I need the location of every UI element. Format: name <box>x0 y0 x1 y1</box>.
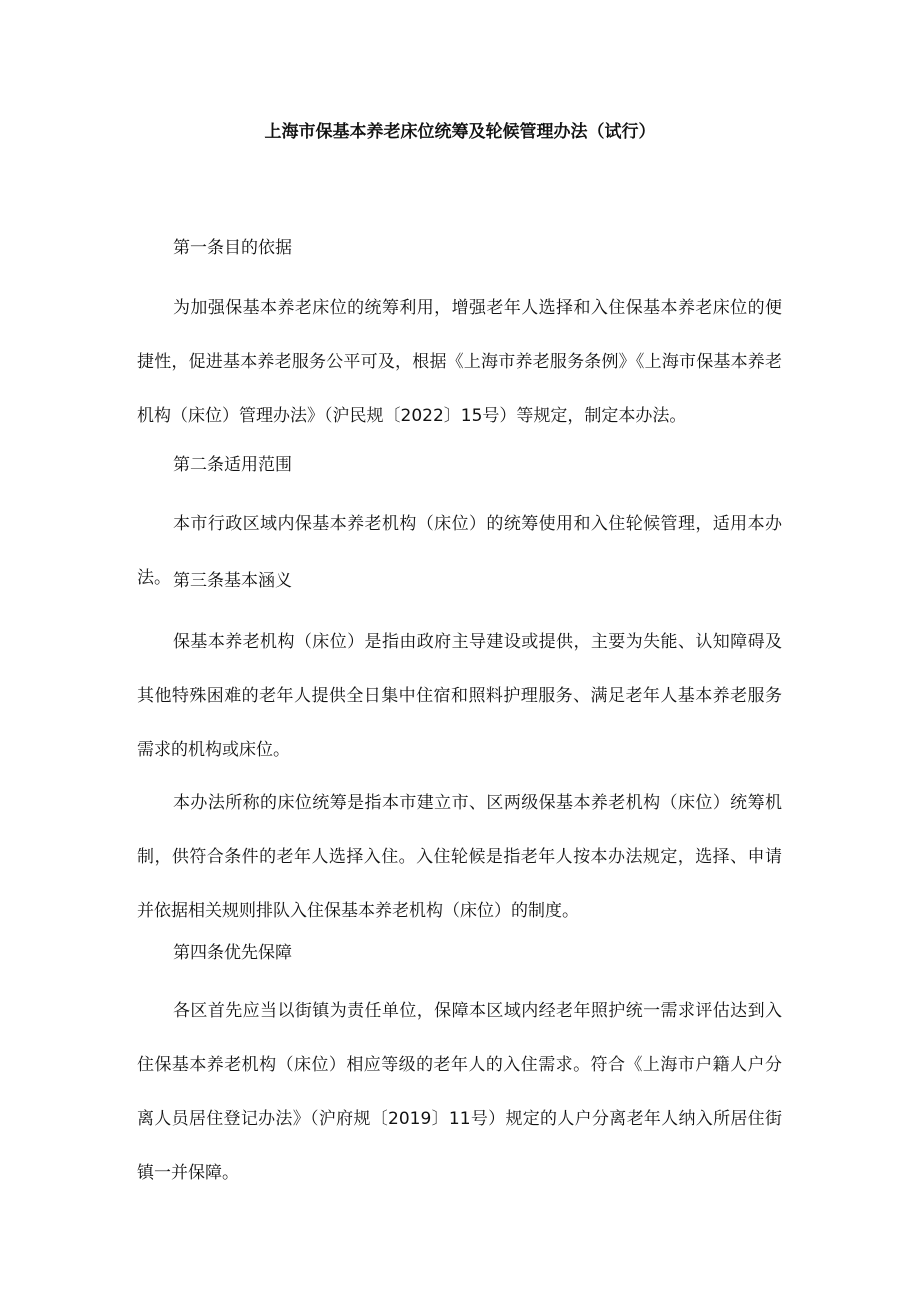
article-3-paragraph-2: 本办法所称的床位统筹是指本市建立市、区两级保基本养老机构（床位）统筹机制，供符合条件的老年人选择入住。入住轮候是指老年人按本办法规定，选择、申请并依据相关规则排队入住保基本养老机构（床位）的制度。 <box>137 793 782 921</box>
article-3-heading: 第三条基本涵义 <box>173 571 292 591</box>
article-2-paragraph-1: 本市行政区域内保基本养老机构（床位）的统筹使用和入住轮候管理，适用本办法。 <box>137 514 782 588</box>
article-3-paragraph-1: 保基本养老机构（床位）是指由政府主导建设或提供，主要为失能、认知障碍及其他特殊困难的老年人提供全日集中住宿和照料护理服务、满足老年人基本养老服务需求的机构或床位。 <box>137 632 782 760</box>
article-2-heading: 第二条适用范围 <box>173 455 292 475</box>
article-1-heading: 第一条目的依据 <box>173 238 292 258</box>
article-1-paragraph-1: 为加强保基本养老床位的统筹利用，增强老年人选择和入住保基本养老床位的便捷性，促进基本养老服务公平可及，根据《上海市养老服务条例》《上海市保基本养老机构（床位）管理办法》（沪民规〔2022〕15号）等规定，制定本办法。 <box>137 298 782 426</box>
article-4-paragraph-1: 各区首先应当以街镇为责任单位，保障本区域内经老年照护统一需求评估达到入住保基本养老机构（床位）相应等级的老年人的入住需求。符合《上海市户籍人户分离人员居住登记办法》（沪府规〔2019〕11号）规定的人户分离老年人纳入所居住街镇一并保障。 <box>137 1001 782 1183</box>
article-4-heading: 第四条优先保障 <box>173 943 292 963</box>
document-title: 上海市保基本养老床位统筹及轮候管理办法（试行） <box>264 122 656 142</box>
